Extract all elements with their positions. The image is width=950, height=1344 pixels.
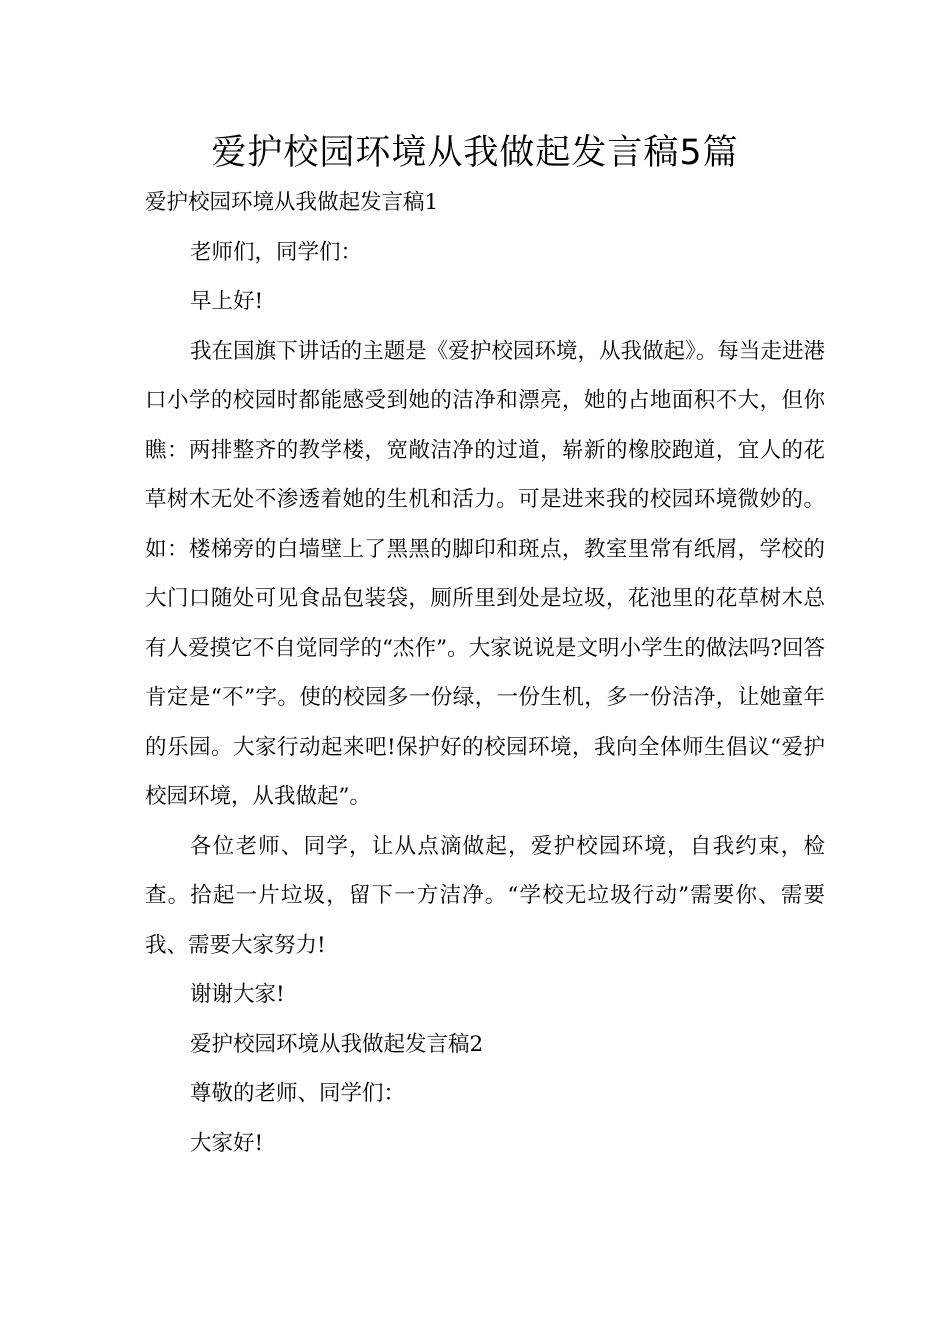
- document-title: 爱护校园环境从我做起发言稿5篇: [211, 133, 739, 173]
- body-paragraph: 各位老师、同学，让从点滴做起，爱护校园环境，自我约束，检查。拾起一片垃圾，留下一方洁净。“学校无垃圾行动”需要你、需要我、需要大家努力!: [145, 833, 825, 958]
- section-heading-1: 爱护校园环境从我做起发言稿1: [145, 190, 439, 215]
- greeting: 大家好!: [190, 1130, 264, 1156]
- greeting: 早上好!: [190, 289, 264, 314]
- salutation: 尊敬的老师、同学们：: [190, 1081, 406, 1106]
- closing-thanks: 谢谢大家!: [190, 982, 285, 1007]
- document-body: [145, 178, 825, 1168]
- section-heading-2: 爱护校园环境从我做起发言稿2: [190, 1031, 484, 1057]
- body-paragraph: 我在国旗下讲话的主题是《爱护校园环境，从我做起》。每当走进港口小学的校园时都能感受到她的洁净和漂亮，她的占地面积不大，但你瞧：两排整齐的教学楼，宽敞洁净的过道，崭新的橡胶跑道，宜人的花草树木无处不渗透着她的生机和活力。可是进来我的校园环境微妙的。如：楼梯旁的白墙壁上了黑黑的脚印和斑点，教室里常有纸屑，学校的大门口随处可见食品包装袋，厕所里到处是垃圾，花池里的花草树木总有人爱摸它不自觉同学的“杰作”。大家说说是文明小学生的做法吗?回答肯定是“不”字。使的校园多一份绿，一份生机，多一份洁净，让她童年的乐园。大家行动起来吧!保护好的校园环境，我向全体师生倡议“爱护校园环境，从我做起”。: [145, 338, 825, 809]
- salutation: 老师们，同学们：: [190, 239, 363, 265]
